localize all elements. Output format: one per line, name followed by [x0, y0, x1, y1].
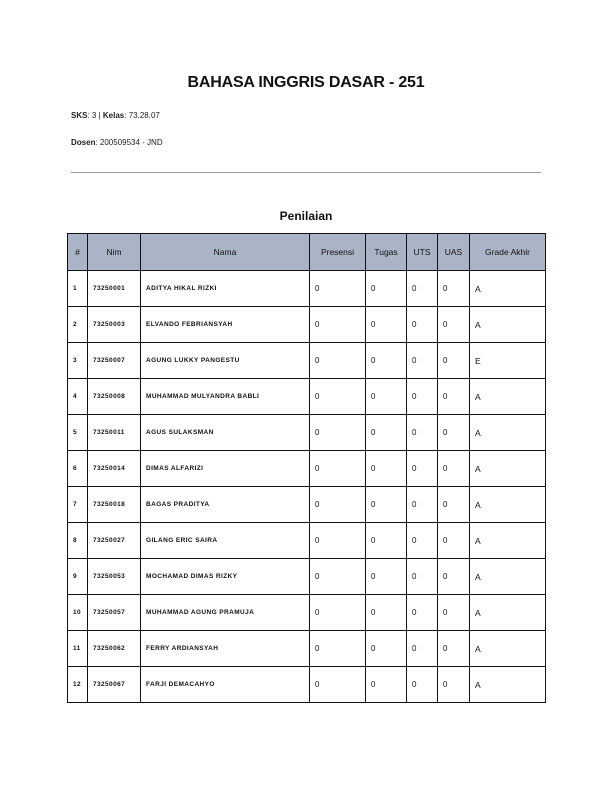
header-presensi: Presensi — [310, 234, 366, 271]
cell-tugas: 0 — [366, 559, 407, 595]
table-row — [68, 307, 546, 343]
cell-no: 10 — [68, 595, 88, 631]
cell-presensi: 0 — [310, 559, 366, 595]
cell-nim: 73250003 — [88, 307, 141, 343]
dosen-label: Dosen — [71, 138, 96, 147]
cell-presensi: 0 — [310, 487, 366, 523]
cell-uas: 0 — [438, 271, 470, 307]
cell-presensi: 0 — [310, 307, 366, 343]
cell-tugas: 0 — [366, 307, 407, 343]
cell-no: 8 — [68, 523, 88, 559]
sks-label: SKS — [71, 111, 88, 120]
cell-nim: 73250062 — [88, 631, 141, 667]
cell-nama: MUHAMMAD AGUNG PRAMUJA — [141, 595, 310, 631]
cell-uts: 0 — [407, 667, 438, 703]
cell-nama: BAGAS PRADITYA — [141, 487, 310, 523]
cell-grade: E — [470, 343, 546, 379]
cell-grade: A — [470, 595, 546, 631]
cell-nim: 73250057 — [88, 595, 141, 631]
cell-presensi: 0 — [310, 343, 366, 379]
table-row — [68, 271, 546, 307]
cell-grade: A — [470, 487, 546, 523]
cell-no: 4 — [68, 379, 88, 415]
table-row — [68, 667, 546, 703]
cell-uas: 0 — [438, 487, 470, 523]
kelas-value: 73.28.07 — [128, 111, 160, 120]
cell-tugas: 0 — [366, 451, 407, 487]
cell-nama: MUHAMMAD MULYANDRA BABLI — [141, 379, 310, 415]
cell-presensi: 0 — [310, 595, 366, 631]
cell-no: 12 — [68, 667, 88, 703]
cell-tugas: 0 — [366, 271, 407, 307]
cell-nama: AGUNG LUKKY PANGESTU — [141, 343, 310, 379]
lecturer-info: Dosen: 200509534 - JND — [71, 138, 163, 147]
cell-tugas: 0 — [366, 379, 407, 415]
cell-nama: FERRY ARDIANSYAH — [141, 631, 310, 667]
cell-no: 5 — [68, 415, 88, 451]
cell-grade: A — [470, 415, 546, 451]
cell-uas: 0 — [438, 559, 470, 595]
cell-grade: A — [470, 559, 546, 595]
section-title: Penilaian — [279, 209, 333, 223]
header-tugas: Tugas — [366, 234, 407, 271]
grades-table — [67, 233, 546, 703]
cell-nim: 73250011 — [88, 415, 141, 451]
cell-no: 2 — [68, 307, 88, 343]
cell-presensi: 0 — [310, 271, 366, 307]
cell-nama: MOCHAMAD DIMAS RIZKY — [141, 559, 310, 595]
cell-tugas: 0 — [366, 595, 407, 631]
cell-nim: 73250027 — [88, 523, 141, 559]
cell-tugas: 0 — [366, 343, 407, 379]
cell-grade: A — [470, 379, 546, 415]
cell-presensi: 0 — [310, 379, 366, 415]
cell-tugas: 0 — [366, 487, 407, 523]
cell-no: 9 — [68, 559, 88, 595]
cell-uts: 0 — [407, 343, 438, 379]
cell-grade: A — [470, 451, 546, 487]
table-row — [68, 343, 546, 379]
cell-uas: 0 — [438, 631, 470, 667]
cell-presensi: 0 — [310, 415, 366, 451]
cell-nim: 73250018 — [88, 487, 141, 523]
cell-presensi: 0 — [310, 631, 366, 667]
cell-nim: 73250067 — [88, 667, 141, 703]
kelas-label: Kelas — [102, 111, 125, 120]
cell-uas: 0 — [438, 523, 470, 559]
table-body — [68, 271, 546, 703]
table-row — [68, 595, 546, 631]
cell-grade: A — [470, 667, 546, 703]
table-row — [68, 631, 546, 667]
cell-uas: 0 — [438, 379, 470, 415]
cell-nim: 73250001 — [88, 271, 141, 307]
dosen-value: 200509534 - JND — [99, 138, 163, 147]
cell-nama: AGUS SULAKSMAN — [141, 415, 310, 451]
cell-tugas: 0 — [366, 667, 407, 703]
cell-uts: 0 — [407, 307, 438, 343]
table-row — [68, 415, 546, 451]
header-nama: Nama — [141, 234, 310, 271]
cell-presensi: 0 — [310, 451, 366, 487]
sks-value: 3 — [91, 111, 97, 120]
cell-uts: 0 — [407, 415, 438, 451]
cell-grade: A — [470, 523, 546, 559]
page-title: BAHASA INGGRIS DASAR - 251 — [187, 74, 425, 91]
table-row — [68, 523, 546, 559]
header-uts: UTS — [407, 234, 438, 271]
cell-uas: 0 — [438, 343, 470, 379]
table-row — [68, 451, 546, 487]
cell-nama: ELVANDO FEBRIANSYAH — [141, 307, 310, 343]
cell-uts: 0 — [407, 523, 438, 559]
cell-uas: 0 — [438, 667, 470, 703]
cell-tugas: 0 — [366, 631, 407, 667]
cell-grade: A — [470, 631, 546, 667]
cell-grade: A — [470, 307, 546, 343]
cell-presensi: 0 — [310, 667, 366, 703]
cell-uts: 0 — [407, 631, 438, 667]
cell-tugas: 0 — [366, 523, 407, 559]
cell-grade: A — [470, 271, 546, 307]
cell-nama: GILANG ERIC SAIRA — [141, 523, 310, 559]
cell-nim: 73250014 — [88, 451, 141, 487]
cell-uts: 0 — [407, 595, 438, 631]
cell-uts: 0 — [407, 451, 438, 487]
cell-uas: 0 — [438, 451, 470, 487]
cell-uas: 0 — [438, 415, 470, 451]
cell-uas: 0 — [438, 307, 470, 343]
cell-no: 1 — [68, 271, 88, 307]
cell-nama: DIMAS ALFARIZI — [141, 451, 310, 487]
cell-no: 3 — [68, 343, 88, 379]
header-uas: UAS — [438, 234, 470, 271]
header-nim: Nim — [88, 234, 141, 271]
table-row — [68, 379, 546, 415]
class-info: SKS: 3 | Kelas: 73.28.07 — [71, 111, 160, 120]
cell-presensi: 0 — [310, 523, 366, 559]
cell-no: 11 — [68, 631, 88, 667]
cell-uas: 0 — [438, 595, 470, 631]
cell-nama: FARJI DEMACAHYO — [141, 667, 310, 703]
cell-nama: ADITYA HIKAL RIZKI — [141, 271, 310, 307]
cell-nim: 73250053 — [88, 559, 141, 595]
table-header-row — [68, 234, 546, 271]
cell-tugas: 0 — [366, 415, 407, 451]
cell-uts: 0 — [407, 559, 438, 595]
cell-no: 6 — [68, 451, 88, 487]
cell-uts: 0 — [407, 271, 438, 307]
cell-uts: 0 — [407, 487, 438, 523]
table-row — [68, 487, 546, 523]
cell-uts: 0 — [407, 379, 438, 415]
header-grade: Grade Akhir — [470, 234, 546, 271]
divider — [71, 172, 541, 173]
cell-no: 7 — [68, 487, 88, 523]
table-row — [68, 559, 546, 595]
cell-nim: 73250008 — [88, 379, 141, 415]
header-no: # — [68, 234, 88, 271]
cell-nim: 73250007 — [88, 343, 141, 379]
